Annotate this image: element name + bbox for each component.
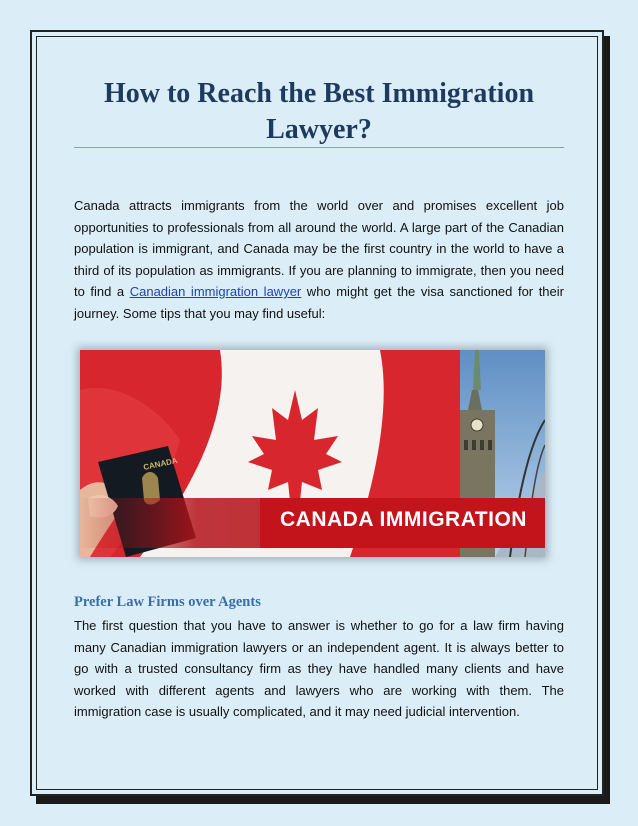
canadian-immigration-lawyer-link[interactable]: Canadian immigration lawyer (129, 284, 302, 299)
canada-immigration-banner-text: CANADA IMMIGRATION (280, 508, 527, 531)
canada-immigration-image (80, 350, 545, 557)
document-title: How to Reach the Best Immigration Lawyer? (103, 78, 535, 145)
section-heading: Prefer Law Firms over Agents (74, 594, 261, 610)
intro-text-end: who might get the visa sanctioned for their journey. Some tips that you may find useful: (74, 284, 564, 321)
section-paragraph: The first question that you have to answer is whether to go for a law firm having many Canadian immigration lawyers or an independent agent. It is always better to go with a trusted consultancy firm as they have handled many clients and have worked with different agents and lawyers who are working with them. The immigration case is usually complicated, and it may need judicial intervention. (74, 618, 564, 719)
passport-label: CANADA (142, 455, 179, 472)
intro-text-start: Canada attracts immigrants from the world over and promises excellent job opportunities to professionals from all around the world. A large part of the Canadian population is immigrant, and Canada may be the first country in the world to have a third of its population as immigrants. If you are planning to immigrate, then you need to find a (74, 198, 564, 299)
title-divider (74, 147, 564, 148)
intro-paragraph (74, 195, 564, 324)
